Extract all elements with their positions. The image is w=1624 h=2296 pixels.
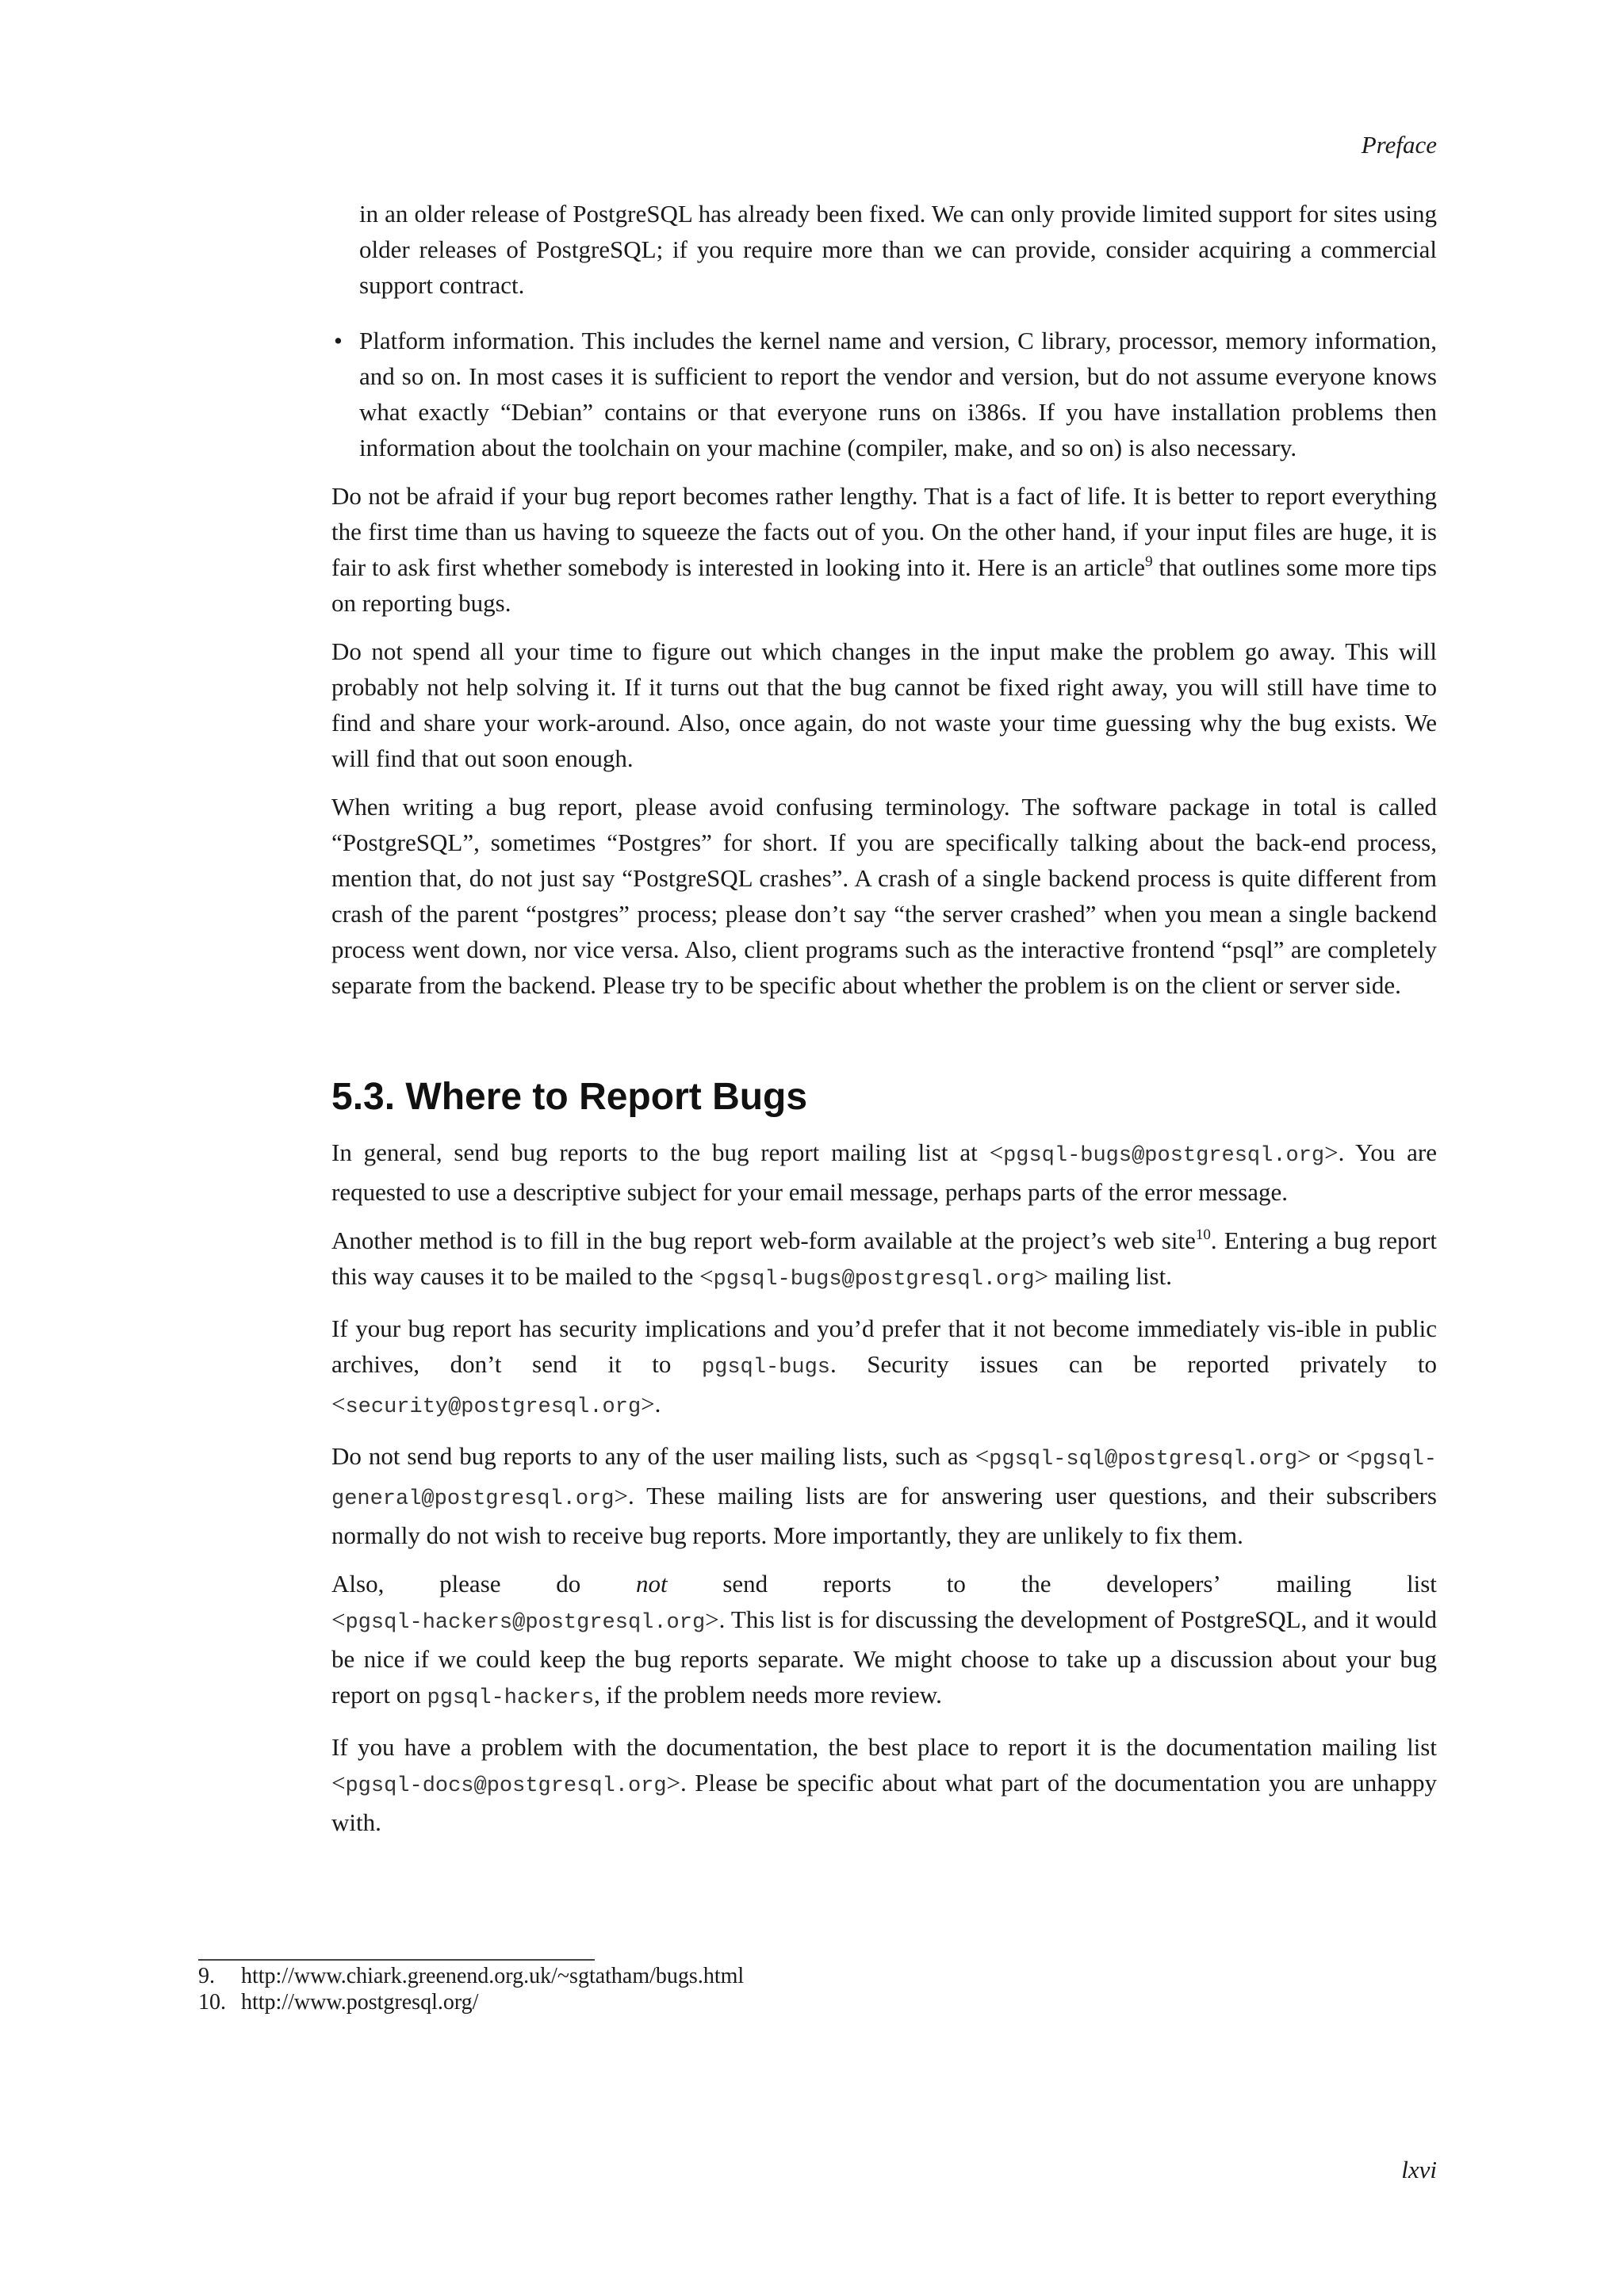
page-content <box>331 196 1437 1853</box>
paragraph-user-lists <box>331 1438 1437 1553</box>
paragraph-continued: in an older release of PostgreSQL has already been fixed. We can only provide limited support for sites using older releases of PostgreSQL; if you require more than we can provide, consider acquiring a commercial support contract. <box>359 200 1437 299</box>
footnote-item <box>198 1963 1388 1989</box>
list-name: pgsql-bugs <box>701 1356 830 1380</box>
text-run: If your bug report has security implications and you’d prefer that it not become immediately vis-ible in public archives, don’t send it to <box>331 1314 1437 1378</box>
list-item-text: Platform information. This includes the kernel name and version, C library, processor, memory information, and so on. In most cases it is sufficient to report the vendor and version, but do not assume everyone knows what exactly “Debian” contains or that everyone runs on i386s. If you have installation problems then information about the toolchain on your machine (compiler, make, and so on) is also necessary. <box>359 327 1437 461</box>
word: Also, <box>331 1570 385 1598</box>
text-run: . Entering a bug report this way causes it to be mailed to the < <box>331 1226 1437 1290</box>
footnote-number: 10. <box>198 1990 226 2015</box>
footnote-divider <box>198 1959 595 1961</box>
running-header: Preface <box>1361 131 1437 159</box>
text-run: >. This list is for discussing the development of PostgreSQL, and it would be nice if we could keep the bug reports separate. We might choose to take up a discussion about your bug report on <box>331 1605 1437 1709</box>
text-run: >. You are requested to use a descriptive subject for your email message, perhaps parts of the error message. <box>331 1138 1437 1206</box>
word: mailing <box>1276 1570 1352 1598</box>
paragraph-time: Do not spend all your time to figure out which changes in the input make the problem go away. This will probably not help solving it. If it turns out that the bug cannot be fixed right away, you will still have time to find and share your work-around. Also, once again, do not waste your time guessing why the bug exists. We will find that out soon enough. <box>331 637 1437 772</box>
email-link[interactable]: pgsql-general@postgresql.org <box>331 1448 1437 1511</box>
paragraph-bugs-list <box>331 1135 1437 1210</box>
footnote-ref-10[interactable]: 10 <box>1195 1226 1211 1243</box>
word: send <box>722 1570 768 1598</box>
text-run: > or < <box>1297 1442 1360 1470</box>
word: developers’ <box>1106 1570 1221 1598</box>
paragraph-hackers-continued <box>331 1601 1437 1716</box>
word: the <box>1021 1570 1051 1598</box>
paragraph-terminology: When writing a bug report, please avoid confusing terminology. The software package in total is called “PostgreSQL”, sometimes “Postgres” for short. If you are specifically talking about the back-end process, mention that, do not just say “PostgreSQL crashes”. A crash of a single backend process is quite different from crash of the parent “postgres” process; please don’t say “the server crashed” when you mean a single backend process went down, nor vice versa. Also, client programs such as the interactive frontend “psql” are completely separate from the backend. Please try to be specific about whether the problem is on the client or server side. <box>331 793 1437 999</box>
email-link[interactable]: pgsql-hackers@postgresql.org <box>345 1611 706 1635</box>
footnotes <box>198 1963 1388 2015</box>
text-run: Another method is to fill in the bug report web-form available at the project’s web site <box>331 1226 1196 1254</box>
page-number: lxvi <box>1401 2156 1437 2183</box>
section-heading: 5.3. Where to Report Bugs <box>331 1076 808 1118</box>
word: list <box>1407 1570 1437 1598</box>
text-run: If you have a problem with the documentation, the best place to report it is the documentation mailing list < <box>331 1733 1437 1797</box>
footnote-item <box>198 1989 1388 2015</box>
text-run: < <box>331 1605 346 1633</box>
footnote-ref-9[interactable]: 9 <box>1145 553 1153 570</box>
text-run: In general, send bug reports to the bug report mailing list at < <box>331 1138 1004 1166</box>
email-link[interactable]: pgsql-bugs@postgresql.org <box>713 1268 1035 1292</box>
email-link[interactable]: pgsql-sql@postgresql.org <box>989 1448 1298 1471</box>
text-run: . Security issues can be reported privately to < <box>331 1350 1437 1418</box>
footnote-number: 9. <box>198 1964 215 1988</box>
word-emphasis: not <box>636 1570 668 1598</box>
paragraph-security <box>331 1311 1437 1425</box>
paragraph-hackers <box>331 1566 1437 1601</box>
word: to <box>946 1570 966 1598</box>
text-run: >. Please be specific about what part of the documentation you are unhappy with. <box>331 1769 1437 1836</box>
footnote-link[interactable]: http://www.chiark.greenend.org.uk/~sgtatham/bugs.html <box>241 1964 745 1988</box>
paragraph-lengthy <box>331 478 1437 621</box>
word: do <box>556 1570 581 1598</box>
text-run: Do not be afraid if your bug report becomes rather lengthy. That is a fact of life. It is better to report everything the first time than us having to squeeze the facts out of you. On the other hand, if your input files are huge, it is fair to ask first whether somebody is interested in looking into it. Here is an article <box>331 482 1437 581</box>
text-run: > mailing list. <box>1034 1262 1172 1290</box>
paragraph-web-form <box>331 1223 1437 1298</box>
email-link[interactable]: security@postgresql.org <box>345 1395 642 1419</box>
list-name: pgsql-hackers <box>427 1686 595 1710</box>
spread-line <box>331 1566 1437 1601</box>
email-link[interactable]: pgsql-bugs@postgresql.org <box>1003 1144 1325 1168</box>
word: reports <box>822 1570 892 1598</box>
list-item-platform <box>334 323 1437 465</box>
footnote-link[interactable]: http://www.postgresql.org/ <box>241 1990 479 2015</box>
email-link[interactable]: pgsql-docs@postgresql.org <box>345 1774 667 1798</box>
text-run: >. These mailing lists are for answering user questions, and their subscribers normally do not wish to receive bug reports. More importantly, they are unlikely to fix them. <box>331 1482 1437 1549</box>
text-run: , if the problem needs more review. <box>594 1681 942 1709</box>
text-run: that outlines some more tips on reporting bugs. <box>331 553 1437 617</box>
text-run: >. <box>641 1390 661 1418</box>
bullet-icon: • <box>334 327 343 354</box>
paragraph-docs <box>331 1729 1437 1840</box>
text-run: Do not send bug reports to any of the user mailing lists, such as < <box>331 1442 990 1470</box>
word: please <box>439 1570 501 1598</box>
